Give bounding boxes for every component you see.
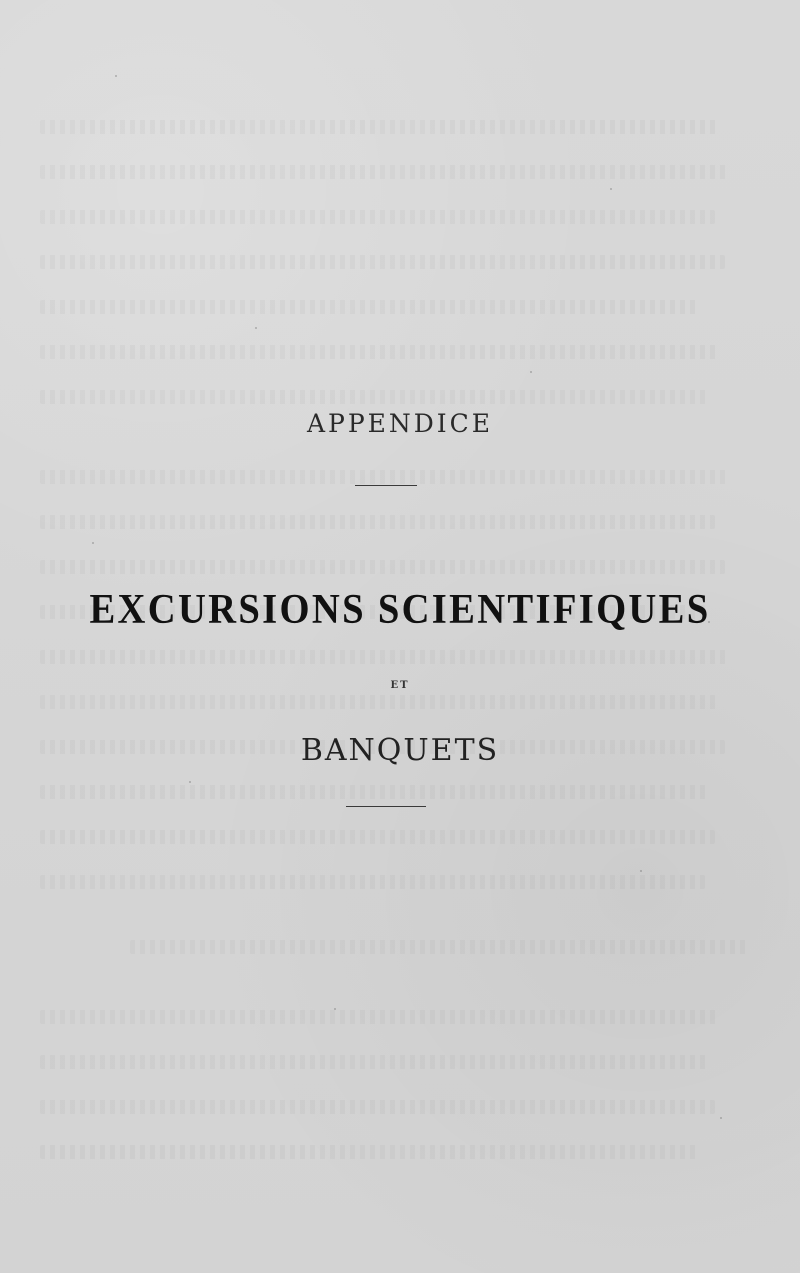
conjunction-text: ET [390, 680, 410, 691]
subtitle: BANQUETS [300, 733, 500, 768]
main-title: EXCURSIONS SCIENTIFIQUES [89, 587, 711, 633]
bottom-divider [346, 806, 426, 807]
appendix-heading: APPENDICE [306, 409, 494, 438]
top-divider [355, 485, 417, 486]
